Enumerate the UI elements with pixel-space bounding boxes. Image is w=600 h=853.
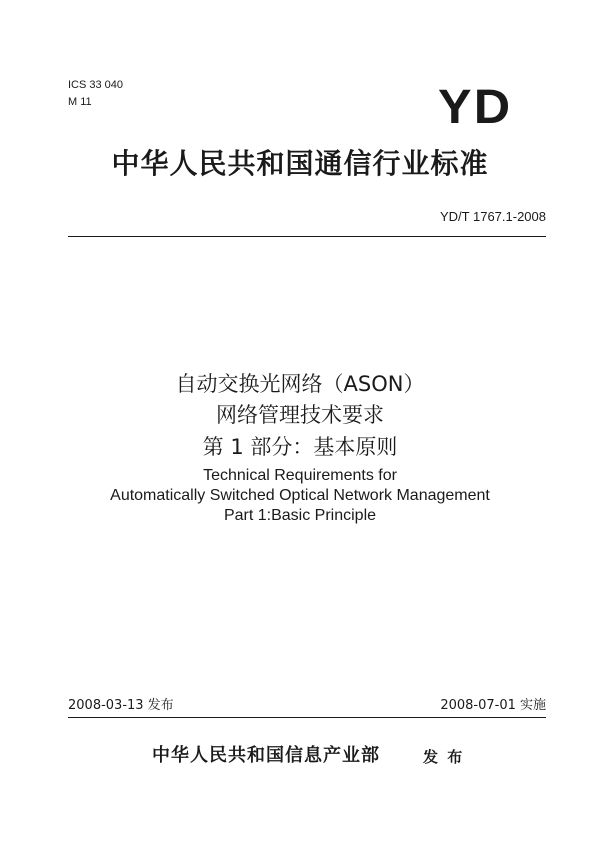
- english-title-line-1: Technical Requirements for: [203, 467, 397, 484]
- issue-date: 2008-03-13 发布: [68, 698, 174, 713]
- ics-code: ICS 33 040: [68, 79, 124, 91]
- bottom-divider: [68, 717, 546, 718]
- implementation-date: 2008-07-01 实施: [440, 698, 546, 713]
- yd-logo: YD: [438, 81, 513, 134]
- classification-code: M 11: [68, 96, 92, 108]
- standard-title: 中华人民共和国通信行业标准: [111, 147, 489, 180]
- chinese-title-line-3: 第 1 部分：基本原则: [202, 435, 398, 459]
- english-title-line-3: Part 1:Basic Principle: [223, 507, 377, 524]
- english-title-line-2: Automatically Switched Optical Network Management: [110, 487, 490, 504]
- standard-number: YD/T 1767.1-2008: [440, 209, 546, 224]
- publish-label: 发 布: [423, 748, 465, 766]
- publisher-name: 中华人民共和国信息产业部: [152, 745, 380, 766]
- chinese-title-line-1: 自动交换光网络（ASON）: [175, 372, 425, 396]
- chinese-title-line-2: 网络管理技术要求: [216, 403, 384, 427]
- top-divider: [68, 236, 546, 237]
